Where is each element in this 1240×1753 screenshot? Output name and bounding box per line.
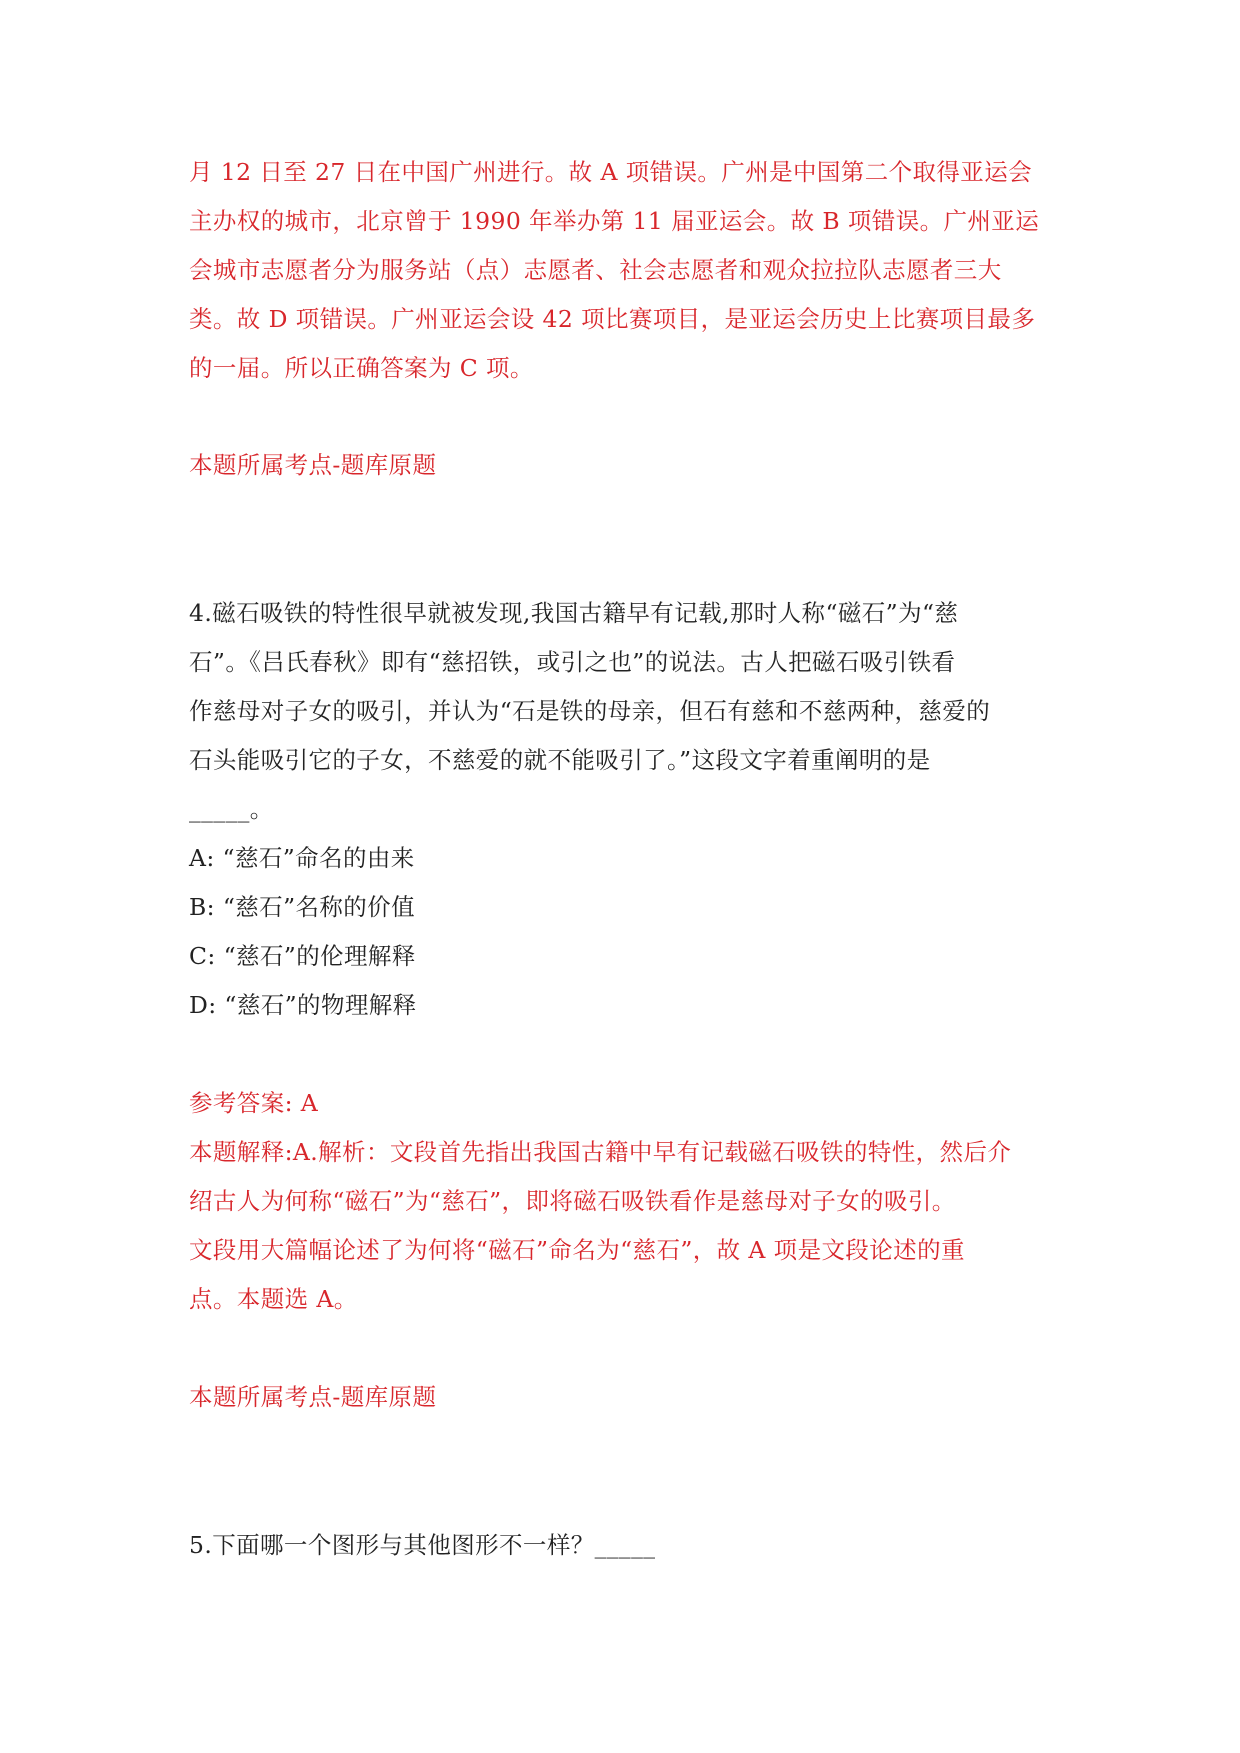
q4-stem-line-2: 石”。《吕氏春秋》即有“慈招铁，或引之也”的说法。古人把磁石吸引铁看 <box>189 648 956 676</box>
q4-topic-label: 本题所属考点-题库原题 <box>189 1383 437 1411</box>
q4-explanation-line-4: 点。本题选 A。 <box>189 1285 358 1313</box>
q4-stem-line-1: 4.磁石吸铁的特性很早就被发现,我国古籍早有记载,那时人称“磁石”为“慈 <box>189 599 959 627</box>
q4-stem-line-5: _____。 <box>189 795 274 823</box>
q4-explanation-line-2: 绍古人为何称“磁石”为“慈石”，即将磁石吸铁看作是慈母对子女的吸引。 <box>189 1187 956 1215</box>
q4-option-c: C: “慈石”的伦理解释 <box>189 942 416 970</box>
prev-explanation-line-5: 的一届。所以正确答案为 C 项。 <box>189 354 534 382</box>
q4-option-b: B: “慈石”名称的价值 <box>189 893 415 921</box>
prev-explanation-line-3: 会城市志愿者分为服务站（点）志愿者、社会志愿者和观众拉拉队志愿者三大 <box>189 256 1002 284</box>
prev-explanation-line-2: 主办权的城市，北京曾于 1990 年举办第 11 届亚运会。故 B 项错误。广州亚运 <box>189 207 1040 235</box>
q4-explanation-line-3: 文段用大篇幅论述了为何将“磁石”命名为“慈石”，故 A 项是文段论述的重 <box>189 1236 965 1264</box>
q4-option-a: A: “慈石”命名的由来 <box>189 844 415 872</box>
q4-stem-line-3: 作慈母对子女的吸引，并认为“石是铁的母亲，但石有慈和不慈两种，慈爱的 <box>189 697 991 725</box>
q4-option-d: D: “慈石”的物理解释 <box>189 991 417 1019</box>
prev-topic-label: 本题所属考点-题库原题 <box>189 451 437 479</box>
q4-stem-line-4: 石头能吸引它的子女，不慈爱的就不能吸引了。”这段文字着重阐明的是 <box>189 746 931 774</box>
prev-explanation-line-1: 月 12 日至 27 日在中国广州进行。故 A 项错误。广州是中国第二个取得亚运会 <box>189 158 1032 186</box>
q4-answer: 参考答案: A <box>189 1089 319 1117</box>
prev-explanation-line-4: 类。故 D 项错误。广州亚运会设 42 项比赛项目，是亚运会历史上比赛项目最多 <box>189 305 1036 333</box>
q4-explanation-line-1: 本题解释:A.解析：文段首先指出我国古籍中早有记载磁石吸铁的特性，然后介 <box>189 1138 1012 1166</box>
q5-stem: 5.下面哪一个图形与其他图形不一样？_____ <box>189 1531 656 1559</box>
